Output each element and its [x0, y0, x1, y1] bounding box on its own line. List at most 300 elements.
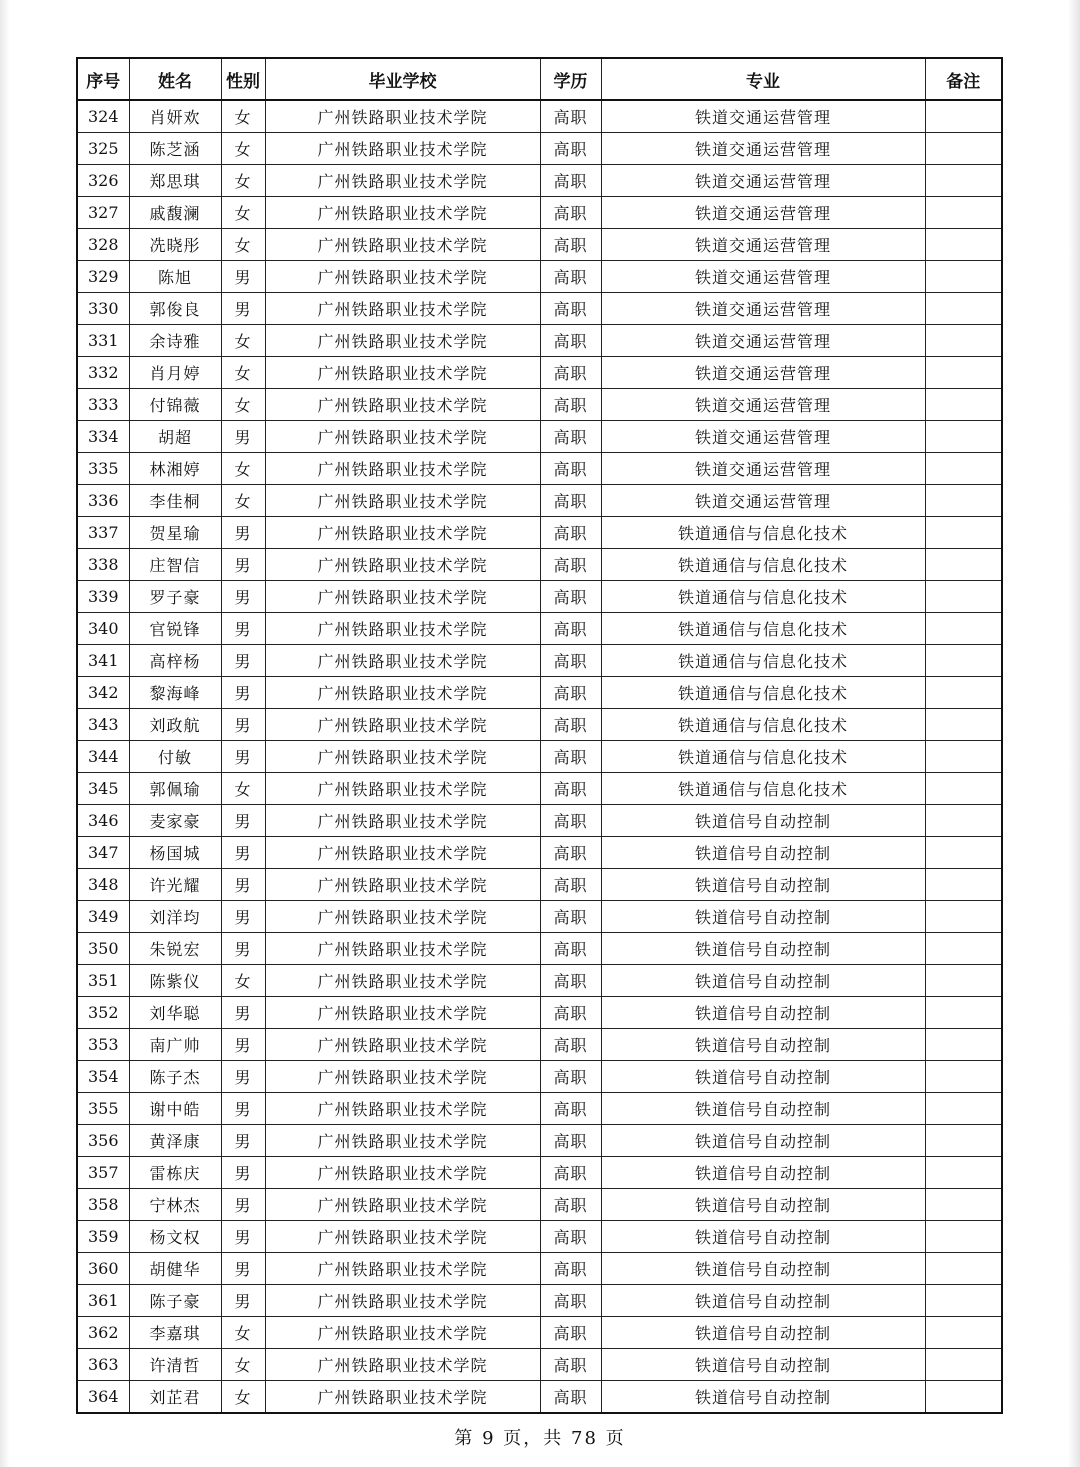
- cell-major: 铁道信号自动控制: [601, 1317, 925, 1349]
- cell-gender: 女: [221, 1317, 265, 1349]
- cell-no: 336: [77, 485, 129, 517]
- table-row: [77, 837, 1002, 869]
- cell-major: 铁道信号自动控制: [601, 997, 925, 1029]
- cell-remark: [925, 645, 1002, 677]
- cell-school: 广州铁路职业技术学院: [265, 1285, 540, 1317]
- cell-remark: [925, 100, 1002, 133]
- table-row: [77, 1221, 1002, 1253]
- cell-remark: [925, 229, 1002, 261]
- cell-school: 广州铁路职业技术学院: [265, 357, 540, 389]
- cell-major: 铁道交通运营管理: [601, 197, 925, 229]
- cell-gender: 女: [221, 357, 265, 389]
- cell-name: 刘华聪: [129, 997, 221, 1029]
- cell-name: 付锦薇: [129, 389, 221, 421]
- cell-remark: [925, 1317, 1002, 1349]
- cell-gender: 女: [221, 325, 265, 357]
- table-row: [77, 133, 1002, 165]
- table-row: [77, 517, 1002, 549]
- cell-no: 354: [77, 1061, 129, 1093]
- cell-gender: 男: [221, 581, 265, 613]
- cell-school: 广州铁路职业技术学院: [265, 517, 540, 549]
- cell-no: 350: [77, 933, 129, 965]
- cell-degree: 高职: [540, 549, 601, 581]
- cell-major: 铁道信号自动控制: [601, 1157, 925, 1189]
- cell-name: 李佳桐: [129, 485, 221, 517]
- cell-gender: 男: [221, 1189, 265, 1221]
- cell-gender: 男: [221, 645, 265, 677]
- cell-major: 铁道信号自动控制: [601, 1285, 925, 1317]
- cell-degree: 高职: [540, 421, 601, 453]
- cell-school: 广州铁路职业技术学院: [265, 581, 540, 613]
- cell-degree: 高职: [540, 1253, 601, 1285]
- cell-name: 陈旭: [129, 261, 221, 293]
- table-row: [77, 869, 1002, 901]
- cell-gender: 男: [221, 1157, 265, 1189]
- cell-school: 广州铁路职业技术学院: [265, 549, 540, 581]
- table-row: [77, 645, 1002, 677]
- cell-no: 362: [77, 1317, 129, 1349]
- cell-major: 铁道信号自动控制: [601, 1093, 925, 1125]
- page-number: 第 9 页，共 78 页: [454, 1428, 626, 1449]
- cell-degree: 高职: [540, 741, 601, 773]
- page-shadow-left: [0, 0, 10, 1467]
- cell-no: 333: [77, 389, 129, 421]
- cell-no: 343: [77, 709, 129, 741]
- cell-degree: 高职: [540, 1061, 601, 1093]
- cell-no: 330: [77, 293, 129, 325]
- cell-school: 广州铁路职业技术学院: [265, 1093, 540, 1125]
- cell-major: 铁道交通运营管理: [601, 100, 925, 133]
- cell-major: 铁道交通运营管理: [601, 293, 925, 325]
- cell-gender: 男: [221, 1285, 265, 1317]
- cell-no: 349: [77, 901, 129, 933]
- cell-name: 庄智信: [129, 549, 221, 581]
- cell-gender: 女: [221, 453, 265, 485]
- cell-major: 铁道信号自动控制: [601, 1125, 925, 1157]
- cell-major: 铁道交通运营管理: [601, 389, 925, 421]
- cell-school: 广州铁路职业技术学院: [265, 741, 540, 773]
- cell-no: 337: [77, 517, 129, 549]
- table-row: [77, 389, 1002, 421]
- cell-remark: [925, 1189, 1002, 1221]
- cell-major: 铁道交通运营管理: [601, 325, 925, 357]
- table-row: [77, 1253, 1002, 1285]
- cell-degree: 高职: [540, 805, 601, 837]
- cell-degree: 高职: [540, 773, 601, 805]
- cell-major: 铁道信号自动控制: [601, 1189, 925, 1221]
- cell-name: 陈子杰: [129, 1061, 221, 1093]
- cell-degree: 高职: [540, 933, 601, 965]
- cell-degree: 高职: [540, 197, 601, 229]
- cell-major: 铁道交通运营管理: [601, 485, 925, 517]
- cell-remark: [925, 1157, 1002, 1189]
- cell-major: 铁道交通运营管理: [601, 165, 925, 197]
- cell-name: 郭佩瑜: [129, 773, 221, 805]
- cell-gender: 男: [221, 517, 265, 549]
- cell-gender: 男: [221, 1253, 265, 1285]
- cell-degree: 高职: [540, 1221, 601, 1253]
- cell-school: 广州铁路职业技术学院: [265, 645, 540, 677]
- cell-major: 铁道信号自动控制: [601, 805, 925, 837]
- cell-no: 364: [77, 1381, 129, 1414]
- cell-remark: [925, 133, 1002, 165]
- cell-school: 广州铁路职业技术学院: [265, 325, 540, 357]
- cell-no: 361: [77, 1285, 129, 1317]
- cell-degree: 高职: [540, 1189, 601, 1221]
- cell-school: 广州铁路职业技术学院: [265, 869, 540, 901]
- cell-no: 358: [77, 1189, 129, 1221]
- cell-gender: 男: [221, 1029, 265, 1061]
- cell-remark: [925, 325, 1002, 357]
- cell-gender: 男: [221, 261, 265, 293]
- cell-name: 黄泽康: [129, 1125, 221, 1157]
- cell-gender: 男: [221, 1125, 265, 1157]
- column-header-major: 专业: [601, 58, 925, 100]
- cell-gender: 男: [221, 549, 265, 581]
- cell-major: 铁道信号自动控制: [601, 1061, 925, 1093]
- cell-major: 铁道通信与信息化技术: [601, 613, 925, 645]
- cell-name: 付敏: [129, 741, 221, 773]
- cell-degree: 高职: [540, 1285, 601, 1317]
- cell-remark: [925, 581, 1002, 613]
- cell-degree: 高职: [540, 389, 601, 421]
- cell-remark: [925, 741, 1002, 773]
- cell-no: 351: [77, 965, 129, 997]
- table-row: [77, 997, 1002, 1029]
- cell-remark: [925, 165, 1002, 197]
- table-row: [77, 709, 1002, 741]
- cell-school: 广州铁路职业技术学院: [265, 293, 540, 325]
- cell-name: 刘洋均: [129, 901, 221, 933]
- cell-name: 高梓杨: [129, 645, 221, 677]
- cell-remark: [925, 197, 1002, 229]
- cell-name: 肖妍欢: [129, 100, 221, 133]
- table-row: [77, 1381, 1002, 1414]
- cell-no: 345: [77, 773, 129, 805]
- cell-remark: [925, 421, 1002, 453]
- cell-school: 广州铁路职业技术学院: [265, 933, 540, 965]
- cell-major: 铁道信号自动控制: [601, 1029, 925, 1061]
- table-row: [77, 805, 1002, 837]
- cell-degree: 高职: [540, 613, 601, 645]
- cell-remark: [925, 613, 1002, 645]
- cell-major: 铁道通信与信息化技术: [601, 517, 925, 549]
- cell-name: 郑思琪: [129, 165, 221, 197]
- cell-no: 360: [77, 1253, 129, 1285]
- cell-degree: 高职: [540, 677, 601, 709]
- cell-school: 广州铁路职业技术学院: [265, 901, 540, 933]
- cell-no: 325: [77, 133, 129, 165]
- table-row: [77, 1093, 1002, 1125]
- cell-major: 铁道信号自动控制: [601, 933, 925, 965]
- cell-school: 广州铁路职业技术学院: [265, 1189, 540, 1221]
- cell-gender: 女: [221, 100, 265, 133]
- cell-major: 铁道通信与信息化技术: [601, 581, 925, 613]
- table-row: [77, 677, 1002, 709]
- cell-no: 352: [77, 997, 129, 1029]
- cell-no: 348: [77, 869, 129, 901]
- cell-degree: 高职: [540, 133, 601, 165]
- table-row: [77, 357, 1002, 389]
- cell-remark: [925, 1381, 1002, 1414]
- cell-degree: 高职: [540, 901, 601, 933]
- cell-gender: 男: [221, 293, 265, 325]
- cell-school: 广州铁路职业技术学院: [265, 997, 540, 1029]
- cell-major: 铁道通信与信息化技术: [601, 741, 925, 773]
- cell-school: 广州铁路职业技术学院: [265, 1157, 540, 1189]
- table-row: [77, 261, 1002, 293]
- cell-name: 许清哲: [129, 1349, 221, 1381]
- cell-gender: 女: [221, 773, 265, 805]
- cell-degree: 高职: [540, 229, 601, 261]
- cell-no: 357: [77, 1157, 129, 1189]
- cell-school: 广州铁路职业技术学院: [265, 485, 540, 517]
- cell-no: 342: [77, 677, 129, 709]
- cell-name: 许光耀: [129, 869, 221, 901]
- cell-school: 广州铁路职业技术学院: [265, 133, 540, 165]
- column-header-school: 毕业学校: [265, 58, 540, 100]
- cell-degree: 高职: [540, 709, 601, 741]
- table-row: [77, 1061, 1002, 1093]
- cell-gender: 男: [221, 869, 265, 901]
- cell-degree: 高职: [540, 453, 601, 485]
- cell-gender: 男: [221, 613, 265, 645]
- cell-school: 广州铁路职业技术学院: [265, 1061, 540, 1093]
- cell-degree: 高职: [540, 1029, 601, 1061]
- cell-remark: [925, 549, 1002, 581]
- cell-gender: 女: [221, 133, 265, 165]
- table-row: [77, 421, 1002, 453]
- cell-remark: [925, 1349, 1002, 1381]
- cell-gender: 男: [221, 805, 265, 837]
- cell-major: 铁道通信与信息化技术: [601, 773, 925, 805]
- cell-remark: [925, 1029, 1002, 1061]
- cell-name: 贺星瑜: [129, 517, 221, 549]
- cell-no: 335: [77, 453, 129, 485]
- cell-degree: 高职: [540, 581, 601, 613]
- cell-remark: [925, 389, 1002, 421]
- cell-name: 冼晓彤: [129, 229, 221, 261]
- table-row: [77, 741, 1002, 773]
- cell-school: 广州铁路职业技术学院: [265, 165, 540, 197]
- cell-major: 铁道信号自动控制: [601, 1349, 925, 1381]
- table-row: [77, 933, 1002, 965]
- table-row: [77, 773, 1002, 805]
- cell-school: 广州铁路职业技术学院: [265, 773, 540, 805]
- table-row: [77, 1317, 1002, 1349]
- cell-name: 官锐锋: [129, 613, 221, 645]
- table-row: [77, 613, 1002, 645]
- cell-gender: 男: [221, 741, 265, 773]
- column-header-name: 姓名: [129, 58, 221, 100]
- cell-gender: 男: [221, 421, 265, 453]
- cell-school: 广州铁路职业技术学院: [265, 965, 540, 997]
- cell-no: 334: [77, 421, 129, 453]
- cell-school: 广州铁路职业技术学院: [265, 100, 540, 133]
- cell-name: 南广帅: [129, 1029, 221, 1061]
- cell-degree: 高职: [540, 997, 601, 1029]
- cell-name: 胡健华: [129, 1253, 221, 1285]
- cell-major: 铁道交通运营管理: [601, 229, 925, 261]
- cell-school: 广州铁路职业技术学院: [265, 837, 540, 869]
- cell-name: 朱锐宏: [129, 933, 221, 965]
- cell-remark: [925, 485, 1002, 517]
- cell-remark: [925, 773, 1002, 805]
- cell-name: 雷栋庆: [129, 1157, 221, 1189]
- cell-remark: [925, 805, 1002, 837]
- cell-no: 329: [77, 261, 129, 293]
- table-body: [77, 100, 1002, 1413]
- cell-gender: 男: [221, 709, 265, 741]
- cell-no: 344: [77, 741, 129, 773]
- header-row: [77, 58, 1002, 100]
- table-row: [77, 165, 1002, 197]
- cell-no: 341: [77, 645, 129, 677]
- cell-school: 广州铁路职业技术学院: [265, 421, 540, 453]
- table-row: [77, 100, 1002, 133]
- cell-major: 铁道交通运营管理: [601, 133, 925, 165]
- cell-gender: 女: [221, 965, 265, 997]
- cell-name: 宁林杰: [129, 1189, 221, 1221]
- cell-degree: 高职: [540, 293, 601, 325]
- cell-major: 铁道交通运营管理: [601, 453, 925, 485]
- cell-no: 355: [77, 1093, 129, 1125]
- table-row: [77, 325, 1002, 357]
- cell-gender: 男: [221, 933, 265, 965]
- cell-degree: 高职: [540, 100, 601, 133]
- cell-school: 广州铁路职业技术学院: [265, 261, 540, 293]
- cell-no: 359: [77, 1221, 129, 1253]
- table-row: [77, 293, 1002, 325]
- cell-school: 广州铁路职业技术学院: [265, 1253, 540, 1285]
- cell-school: 广州铁路职业技术学院: [265, 677, 540, 709]
- cell-no: 324: [77, 100, 129, 133]
- cell-gender: 男: [221, 677, 265, 709]
- table-row: [77, 1125, 1002, 1157]
- cell-remark: [925, 1285, 1002, 1317]
- cell-remark: [925, 901, 1002, 933]
- cell-no: 353: [77, 1029, 129, 1061]
- cell-gender: 女: [221, 197, 265, 229]
- cell-gender: 女: [221, 165, 265, 197]
- table-row: [77, 1029, 1002, 1061]
- table-row: [77, 197, 1002, 229]
- cell-major: 铁道通信与信息化技术: [601, 709, 925, 741]
- cell-remark: [925, 517, 1002, 549]
- cell-school: 广州铁路职业技术学院: [265, 389, 540, 421]
- cell-remark: [925, 357, 1002, 389]
- cell-degree: 高职: [540, 869, 601, 901]
- column-header-degree: 学历: [540, 58, 601, 100]
- column-header-gender: 性别: [221, 58, 265, 100]
- cell-school: 广州铁路职业技术学院: [265, 229, 540, 261]
- cell-major: 铁道交通运营管理: [601, 261, 925, 293]
- cell-no: 327: [77, 197, 129, 229]
- cell-name: 胡超: [129, 421, 221, 453]
- cell-name: 陈芝涵: [129, 133, 221, 165]
- cell-remark: [925, 837, 1002, 869]
- column-header-remark: 备注: [925, 58, 1002, 100]
- cell-no: 346: [77, 805, 129, 837]
- cell-degree: 高职: [540, 165, 601, 197]
- cell-no: 347: [77, 837, 129, 869]
- cell-degree: 高职: [540, 517, 601, 549]
- cell-no: 340: [77, 613, 129, 645]
- cell-major: 铁道信号自动控制: [601, 965, 925, 997]
- cell-name: 陈子豪: [129, 1285, 221, 1317]
- cell-major: 铁道交通运营管理: [601, 421, 925, 453]
- cell-school: 广州铁路职业技术学院: [265, 1381, 540, 1414]
- cell-major: 铁道信号自动控制: [601, 1253, 925, 1285]
- cell-degree: 高职: [540, 965, 601, 997]
- cell-gender: 女: [221, 229, 265, 261]
- table-row: [77, 1349, 1002, 1381]
- cell-degree: 高职: [540, 357, 601, 389]
- cell-remark: [925, 997, 1002, 1029]
- cell-school: 广州铁路职业技术学院: [265, 1221, 540, 1253]
- table-header: [77, 58, 1002, 100]
- cell-name: 谢中皓: [129, 1093, 221, 1125]
- cell-degree: 高职: [540, 645, 601, 677]
- cell-name: 陈紫仪: [129, 965, 221, 997]
- cell-degree: 高职: [540, 1125, 601, 1157]
- cell-major: 铁道信号自动控制: [601, 901, 925, 933]
- table-row: [77, 1285, 1002, 1317]
- cell-degree: 高职: [540, 325, 601, 357]
- cell-gender: 女: [221, 485, 265, 517]
- cell-school: 广州铁路职业技术学院: [265, 613, 540, 645]
- cell-major: 铁道信号自动控制: [601, 1221, 925, 1253]
- cell-gender: 男: [221, 1061, 265, 1093]
- cell-degree: 高职: [540, 837, 601, 869]
- cell-major: 铁道信号自动控制: [601, 1381, 925, 1414]
- cell-no: 338: [77, 549, 129, 581]
- cell-name: 杨国城: [129, 837, 221, 869]
- cell-gender: 男: [221, 1221, 265, 1253]
- cell-degree: 高职: [540, 1349, 601, 1381]
- cell-name: 林湘婷: [129, 453, 221, 485]
- table-row: [77, 965, 1002, 997]
- cell-gender: 男: [221, 997, 265, 1029]
- cell-name: 李嘉琪: [129, 1317, 221, 1349]
- cell-name: 黎海峰: [129, 677, 221, 709]
- cell-remark: [925, 1061, 1002, 1093]
- cell-name: 杨文权: [129, 1221, 221, 1253]
- cell-remark: [925, 869, 1002, 901]
- cell-remark: [925, 677, 1002, 709]
- cell-school: 广州铁路职业技术学院: [265, 805, 540, 837]
- cell-name: 刘芷君: [129, 1381, 221, 1414]
- table-row: [77, 453, 1002, 485]
- cell-no: 339: [77, 581, 129, 613]
- table-row: [77, 1157, 1002, 1189]
- cell-school: 广州铁路职业技术学院: [265, 1125, 540, 1157]
- cell-gender: 男: [221, 901, 265, 933]
- cell-remark: [925, 261, 1002, 293]
- cell-name: 戚馥澜: [129, 197, 221, 229]
- table-row: [77, 581, 1002, 613]
- cell-remark: [925, 1093, 1002, 1125]
- cell-name: 罗子豪: [129, 581, 221, 613]
- cell-degree: 高职: [540, 485, 601, 517]
- cell-no: 331: [77, 325, 129, 357]
- cell-school: 广州铁路职业技术学院: [265, 453, 540, 485]
- cell-no: 328: [77, 229, 129, 261]
- cell-school: 广州铁路职业技术学院: [265, 1029, 540, 1061]
- cell-gender: 男: [221, 1093, 265, 1125]
- cell-no: 363: [77, 1349, 129, 1381]
- table-row: [77, 485, 1002, 517]
